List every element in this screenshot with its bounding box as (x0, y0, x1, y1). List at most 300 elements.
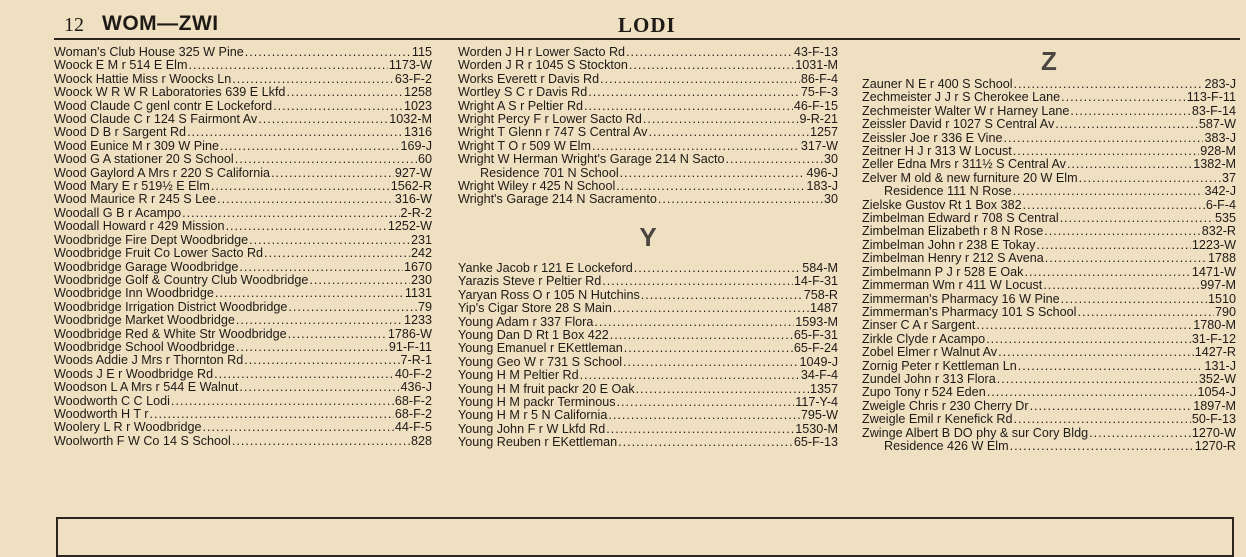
listing-name: Young Adam r 337 Flora (458, 314, 594, 329)
listing-entry (54, 86, 432, 99)
listing-entry (54, 354, 432, 367)
listing-entry (458, 436, 838, 449)
page-header (0, 0, 1246, 40)
listing-name: Residence 701 N School (480, 165, 619, 180)
listing-entry (862, 172, 1236, 185)
listing-entry (54, 100, 432, 113)
listing-phone: 1131 (404, 286, 432, 301)
listing-name: Yanke Jacob r 121 E Lockeford (458, 260, 633, 275)
listing-phone: 1233 (403, 313, 432, 328)
listing-entry (458, 73, 838, 86)
leader-dots (1013, 413, 1190, 426)
leader-dots (288, 328, 387, 341)
listing-name: Woock Hattie Miss r Woocks Ln (54, 71, 232, 86)
leader-dots (588, 86, 800, 99)
listing-phone: 83-F-14 (1191, 103, 1236, 118)
listing-name: Woodall G B r Acampo (54, 205, 182, 220)
leader-dots (616, 180, 805, 193)
leader-dots (1043, 279, 1199, 292)
listing-phone: 1427-R (1194, 345, 1236, 360)
leader-dots (1060, 212, 1214, 225)
section-letter-z: Z (1041, 46, 1057, 76)
listing-entry (54, 368, 432, 381)
listing-entry (458, 329, 838, 342)
listing-phone: 1023 (403, 98, 432, 113)
entry-list (458, 46, 838, 207)
listing-phone: 242 (410, 246, 432, 261)
listing-name: Zeitner H J r 313 W Locust (862, 144, 1012, 159)
entry-list (862, 78, 1236, 453)
listing-entry (862, 279, 1236, 292)
leader-dots (1036, 239, 1191, 252)
listing-entry (458, 383, 838, 396)
listing-phone: 1382-M (1193, 157, 1236, 172)
listing-phone: 183-J (806, 179, 838, 194)
listing-name: Residence 426 W Elm (884, 438, 1009, 453)
listing-name: Woodworth C C Lodi (54, 393, 170, 408)
listing-phone: 1258 (403, 85, 432, 100)
listing-phone: 316-W (394, 192, 432, 207)
listing-phone: 1471-W (1191, 264, 1236, 279)
listing-entry (862, 293, 1236, 306)
listing-name: Wortley S C r Davis Rd (458, 85, 588, 100)
listing-name: Woodbridge Fire Dept Woodbridge (54, 232, 249, 247)
listing-name: Wright Percy F r Lower Sacto Rd (458, 112, 642, 127)
listing-name: Zeller Edna Mrs r 311½ S Central Av (862, 157, 1066, 172)
leader-dots (624, 342, 793, 355)
leader-dots (217, 193, 394, 206)
column-2 (458, 46, 838, 450)
leader-dots (236, 341, 388, 354)
listing-phone: 115 (411, 45, 432, 59)
listing-entry (458, 59, 838, 72)
leader-dots (658, 193, 823, 206)
leader-dots (987, 386, 1197, 399)
listing-phone: 68-F-2 (394, 393, 432, 408)
leader-dots (610, 329, 793, 342)
listing-phone: 1032-M (389, 112, 432, 127)
listing-name: Woock W R W R Laboratories 639 E Lkfd (54, 85, 286, 100)
listing-name: Young Reuben r EKettleman (458, 435, 618, 450)
listing-phone: 436-J (400, 380, 432, 395)
listing-phone: 283-J (1204, 77, 1236, 91)
listing-name: Woodbridge Inn Woodbridge (54, 286, 214, 301)
listing-entry (54, 314, 432, 327)
listing-entry (458, 275, 838, 288)
listing-phone: 60 (417, 152, 432, 167)
listing-phone: 6-F-4 (1205, 197, 1236, 212)
leader-dots (602, 275, 793, 288)
listing-phone: 928-M (1200, 144, 1236, 159)
listing-entry (862, 266, 1236, 279)
listing-entry (862, 199, 1236, 212)
leader-dots (215, 287, 404, 300)
listing-entry (54, 207, 432, 220)
listing-entry (458, 126, 838, 139)
listing-entry (862, 319, 1236, 332)
leader-dots (236, 314, 403, 327)
listing-entry (54, 234, 432, 247)
listing-name: Wood Claude C r 124 S Fairmont Av (54, 112, 258, 127)
leader-dots (1014, 78, 1204, 91)
leader-dots (286, 86, 403, 99)
leader-dots (1061, 91, 1186, 104)
listing-entry (458, 396, 838, 409)
leader-dots (618, 436, 793, 449)
listing-name: Zobel Elmer r Walnut Av (862, 345, 998, 360)
listing-entry (54, 274, 432, 287)
leader-dots (273, 100, 403, 113)
leader-dots (608, 409, 800, 422)
header-rule (54, 38, 1240, 40)
listing-name: Yip's Cigar Store 28 S Main (458, 301, 612, 316)
listing-entry (54, 261, 432, 274)
listing-name: Wood Claude C genl contr E Lockeford (54, 98, 273, 113)
leader-dots (594, 316, 794, 329)
listing-entry (862, 225, 1236, 238)
listing-entry (458, 113, 838, 126)
listing-phone: 2-R-2 (400, 205, 432, 220)
leader-dots (239, 381, 399, 394)
listing-name: Woodbridge Garage Woodbridge (54, 259, 239, 274)
listing-name: Zeissler David r 1027 S Central Av (862, 117, 1055, 132)
listing-phone: 113-F-11 (1186, 90, 1236, 105)
listing-entry (862, 440, 1236, 453)
leader-dots (244, 354, 399, 367)
listing-name: Zimbelman John r 238 E Tokay (862, 237, 1036, 252)
listing-name: Zimmerman's Pharmacy 16 W Pine (862, 291, 1060, 306)
listing-phone: 37 (1221, 170, 1236, 185)
leader-dots (1079, 172, 1221, 185)
listing-name: Woods J E r Woodbridge Rd (54, 366, 214, 381)
leader-dots (997, 373, 1198, 386)
listing-name: Woodbridge Fruit Co Lower Sacto Rd (54, 246, 264, 261)
leader-dots (264, 247, 410, 260)
listing-entry (458, 342, 838, 355)
listing-entry (862, 413, 1236, 426)
listing-phone: 86-F-4 (800, 71, 838, 86)
leader-dots (1061, 293, 1207, 306)
listing-phone: 231 (410, 232, 432, 247)
listing-name: Zimbelmann P J r 528 E Oak (862, 264, 1024, 279)
listing-name: Woodbridge Red & White Str Woodbridge (54, 326, 287, 341)
listing-entry (862, 118, 1236, 131)
leader-dots (1089, 427, 1191, 440)
listing-phone: 1031-M (795, 58, 838, 73)
listing-phone: 1487 (809, 301, 838, 316)
leader-dots (211, 180, 390, 193)
listing-name: Yaryan Ross O r 105 N Hutchins (458, 287, 640, 302)
leader-dots (1067, 158, 1192, 171)
listing-name: Zwinge Albert B DO phy & sur Cory Bldg (862, 425, 1089, 440)
leader-dots (1045, 252, 1207, 265)
leader-dots (584, 100, 793, 113)
listing-entry (862, 105, 1236, 118)
listing-phone: 927-W (394, 165, 432, 180)
listing-phone: 131-J (1204, 358, 1236, 373)
listing-entry (862, 427, 1236, 440)
leader-dots (592, 140, 800, 153)
leader-dots (1077, 306, 1214, 319)
listing-phone: 790 (1214, 304, 1236, 319)
listing-phone: 496-J (806, 165, 838, 180)
listing-phone: 1593-M (795, 314, 838, 329)
listing-name: Wood Eunice M r 309 W Pine (54, 138, 219, 153)
listing-name: Woodworth H T r (54, 406, 149, 421)
listing-name: Zweigle Emil r Kenefick Rd (862, 412, 1013, 427)
listing-entry (54, 153, 432, 166)
listing-name: Zirkle Clyde r Acampo (862, 331, 986, 346)
column-1 (54, 46, 432, 448)
listing-entry (54, 247, 432, 260)
leader-dots (1023, 199, 1205, 212)
listing-entry (54, 381, 432, 394)
listing-name: Woodall Howard r 429 Mission (54, 219, 225, 234)
listing-entry (54, 301, 432, 314)
leader-dots (976, 319, 1192, 332)
listing-name: Zechmeister Walter W r Harney Lane (862, 103, 1070, 118)
listing-name: Wood Gaylord A Mrs r 220 S California (54, 165, 271, 180)
listing-phone: 828 (410, 433, 432, 448)
listing-entry (458, 180, 838, 193)
listing-phone: 7-R-1 (400, 353, 432, 368)
listing-name: Zundel John r 313 Flora (862, 371, 996, 386)
listing-name: Zinser C A r Sargent (862, 318, 976, 333)
listing-name: Woock E M r 514 E Elm (54, 58, 188, 73)
listing-phone: 31-F-12 (1191, 331, 1236, 346)
listing-entry (458, 262, 838, 275)
listing-entry (862, 78, 1236, 91)
listing-entry (458, 302, 838, 315)
listing-phone: 1357 (809, 381, 838, 396)
listing-name: Young H M r 5 N California (458, 408, 608, 423)
listing-name: Wright Wiley r 425 N School (458, 179, 616, 194)
leader-dots (606, 423, 794, 436)
listing-phone: 352-W (1198, 371, 1236, 386)
listing-entry (458, 140, 838, 153)
listing-entry (54, 408, 432, 421)
listing-phone: 43-F-13 (793, 45, 838, 59)
listing-name: Works Everett r Davis Rd (458, 71, 600, 86)
listing-name: Worden J R r 1045 S Stockton (458, 58, 628, 73)
listing-name: Zimmerman's Pharmacy 101 S School (862, 304, 1077, 319)
listing-phone: 317-W (800, 138, 838, 153)
page-number: 12 (64, 14, 84, 36)
leader-dots (634, 262, 802, 275)
leader-dots (617, 396, 795, 409)
leader-dots (239, 261, 403, 274)
listing-name: Woodbridge Market Woodbridge (54, 313, 235, 328)
listing-name: Wood D B r Sargent Rd (54, 125, 187, 140)
listing-phone: 584-M (802, 260, 838, 275)
listing-phone: 91-F-11 (388, 339, 432, 354)
listing-name: Residence 111 N Rose (884, 184, 1012, 199)
leader-dots (220, 140, 400, 153)
leader-dots (1018, 360, 1204, 373)
listing-entry (862, 185, 1236, 198)
listing-entry (862, 400, 1236, 413)
listing-phone: 1270-R (1194, 438, 1236, 453)
leader-dots (613, 302, 809, 315)
leader-dots (288, 301, 417, 314)
listing-phone: 342-J (1204, 184, 1236, 199)
listing-phone: 230 (410, 272, 432, 287)
listing-phone: 832-R (1201, 224, 1236, 239)
leader-dots (998, 346, 1194, 359)
leader-dots (626, 46, 793, 59)
listing-phone: 30 (823, 192, 838, 207)
listing-phone: 1316 (403, 125, 432, 140)
listing-phone: 535 (1214, 211, 1236, 226)
listing-entry (458, 153, 838, 166)
listing-phone: 1562-R (390, 179, 432, 194)
listing-name: Wright W Herman Wright's Garage 214 N Sacto (458, 152, 725, 167)
listing-name: Zelver M old & new furniture 20 W Elm (862, 170, 1078, 185)
listing-entry (54, 59, 432, 72)
listing-entry (862, 333, 1236, 346)
guide-words: WOM—ZWI (102, 12, 219, 35)
listing-entry (862, 306, 1236, 319)
listing-phone: 65-F-13 (793, 435, 838, 450)
leader-dots (648, 126, 808, 139)
leader-dots (271, 167, 394, 180)
listing-phone: 50-F-13 (1191, 412, 1236, 427)
listing-name: Zimmerman Wm r 411 W Locust (862, 278, 1043, 293)
listing-entry (862, 373, 1236, 386)
leader-dots (214, 368, 394, 381)
listing-entry (54, 395, 432, 408)
listing-name: Wright's Garage 214 N Sacramento (458, 192, 657, 207)
listing-name: Zimbelman Henry r 212 S Avena (862, 251, 1044, 266)
listing-phone: 1270-W (1191, 425, 1236, 440)
listing-phone: 75-F-3 (800, 85, 838, 100)
listing-name: Wood Mary E r 519½ E Elm (54, 179, 210, 194)
leader-dots (1024, 266, 1190, 279)
column-3 (862, 46, 1236, 453)
listing-name: Wood Maurice R r 245 S Lee (54, 192, 217, 207)
listing-name: Young H M packr Terminous (458, 394, 616, 409)
listing-phone: 795-W (800, 408, 838, 423)
leader-dots (1044, 225, 1200, 238)
listing-name: Wright T Glenn r 747 S Central Av (458, 125, 648, 140)
listing-name: Yarazis Steve r Peltier Rd (458, 274, 602, 289)
listing-phone: 1780-M (1193, 318, 1236, 333)
listing-phone: 1897-M (1193, 398, 1236, 413)
listing-phone: 34-F-4 (800, 368, 838, 383)
listing-name: Woods Addie J Mrs r Thornton Rd (54, 353, 244, 368)
leader-dots (232, 435, 410, 448)
listing-entry (458, 316, 838, 329)
leader-dots (986, 333, 1191, 346)
listing-entry (54, 341, 432, 354)
listing-name: Wright T O r 509 W Elm (458, 138, 591, 153)
listing-name: Woodbridge Irrigation District Woodbridge (54, 299, 288, 314)
listing-entry (54, 328, 432, 341)
listing-entry (862, 239, 1236, 252)
listing-name: Woodbridge School Woodbridge (54, 339, 235, 354)
listing-entry (862, 212, 1236, 225)
listing-name: Woolery L R r Woodbridge (54, 420, 202, 435)
listing-phone: 1670 (403, 259, 432, 274)
listing-phone: 68-F-2 (394, 406, 432, 421)
leader-dots (249, 234, 410, 247)
listing-name: Zweigle Chris r 230 Cherry Dr (862, 398, 1029, 413)
listing-entry (458, 289, 838, 302)
listing-entry (458, 167, 838, 180)
listing-phone: 1049-J (799, 354, 838, 369)
leader-dots (726, 153, 823, 166)
listing-entry (862, 158, 1236, 171)
section-letter-y: Y (639, 221, 657, 252)
leader-dots (623, 356, 798, 369)
leader-dots (1030, 400, 1193, 413)
listing-phone: 1173-W (388, 58, 432, 73)
listing-phone: 44-F-5 (394, 420, 432, 435)
listing-entry (54, 167, 432, 180)
page-title: LODI (618, 13, 676, 37)
leader-dots (1013, 145, 1200, 158)
listing-entry (862, 132, 1236, 145)
listing-name: Wood G A stationer 20 S School (54, 152, 234, 167)
listing-phone: 9-R-21 (799, 112, 838, 127)
listing-name: Woman's Club House 325 W Pine (54, 45, 244, 59)
leader-dots (188, 59, 387, 72)
listing-name: Zimbelman Edward r 708 S Central (862, 211, 1059, 226)
listing-entry (862, 252, 1236, 265)
listing-phone: 46-F-15 (793, 98, 838, 113)
leader-dots (235, 153, 417, 166)
listing-entry (862, 145, 1236, 158)
leader-dots (636, 383, 809, 396)
listing-name: Zimbelman Elizabeth r 8 N Rose (862, 224, 1044, 239)
listing-phone: 1054-J (1197, 385, 1236, 400)
listing-entry (458, 46, 838, 59)
listing-entry (458, 86, 838, 99)
listing-name: Woolworth F W Co 14 S School (54, 433, 231, 448)
entry-list (54, 46, 432, 448)
listing-entry (862, 346, 1236, 359)
listing-name: Zornig Peter r Kettleman Ln (862, 358, 1017, 373)
listing-name: Young Dan D Rt 1 Box 422 (458, 327, 609, 342)
leader-dots (150, 408, 394, 421)
listing-name: Zauner N E r 400 S School (862, 77, 1013, 91)
advertisement-box (56, 517, 1234, 557)
leader-dots (1003, 132, 1203, 145)
listing-entry (54, 220, 432, 233)
listing-entry (862, 386, 1236, 399)
listing-entry (54, 126, 432, 139)
leader-dots (580, 369, 800, 382)
listing-entry (54, 73, 432, 86)
listing-phone: 1257 (809, 125, 838, 140)
listing-name: Wright A S r Peltier Rd (458, 98, 584, 113)
leader-dots (187, 126, 403, 139)
listing-phone: 1530-M (795, 421, 838, 436)
leader-dots (1070, 105, 1190, 118)
listing-entry (54, 180, 432, 193)
leader-dots (245, 46, 411, 59)
listing-entry (458, 100, 838, 113)
listing-entry (458, 369, 838, 382)
listing-name: Young John F r W Lkfd Rd (458, 421, 606, 436)
listing-name: Zielske Gustov Rt 1 Box 382 (862, 197, 1022, 212)
listing-entry (458, 193, 838, 206)
listing-phone: 65-F-24 (793, 341, 838, 356)
listing-entry (54, 46, 432, 59)
listing-name: Young Emanuel r EKettleman (458, 341, 623, 356)
listing-entry (54, 421, 432, 434)
listing-entry (458, 356, 838, 369)
